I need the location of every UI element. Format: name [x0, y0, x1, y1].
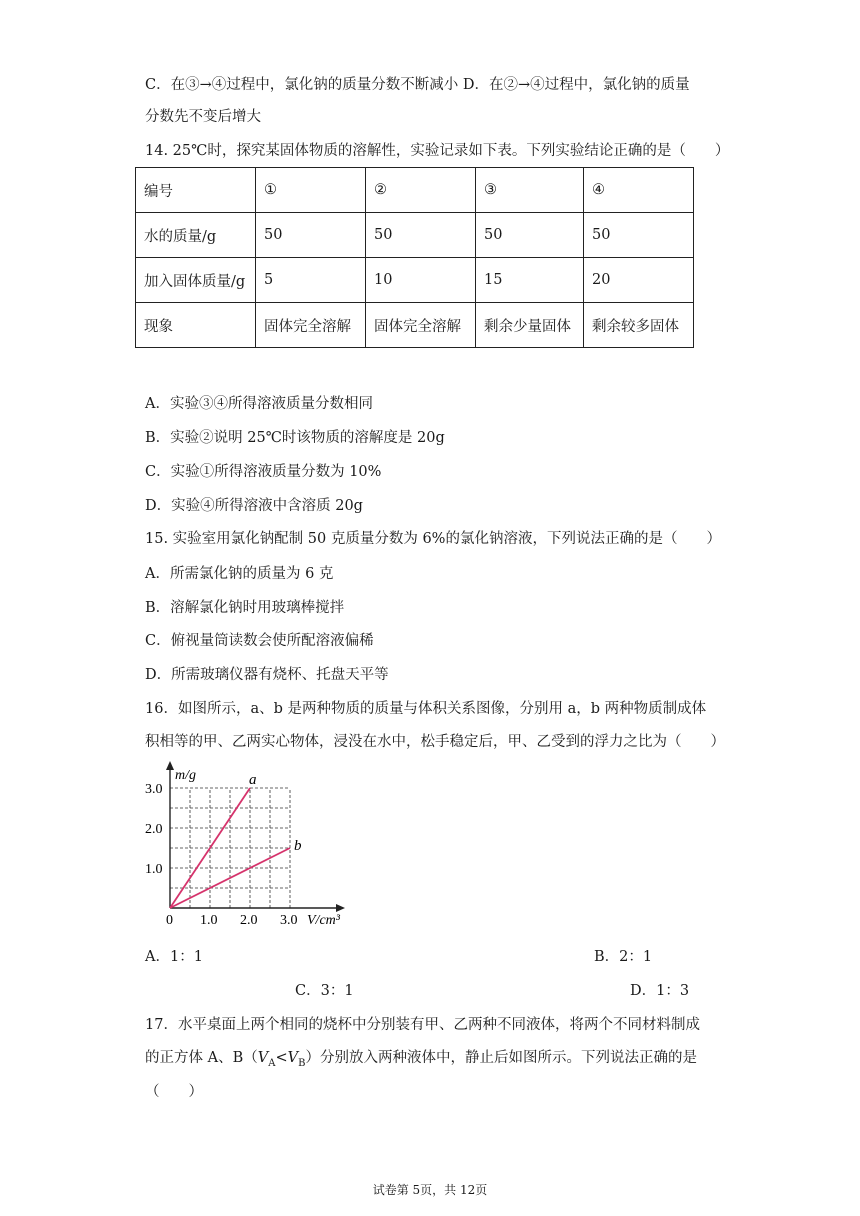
- x-axis-arrow: [336, 904, 345, 912]
- q14-stem: 14. 25℃时，探究某固体物质的溶解性，实验记录如下表。下列实验结论正确的是（ ）: [145, 143, 730, 159]
- q16-option-b: B．2：1: [594, 949, 653, 965]
- table-cell: 编号: [136, 168, 256, 213]
- mass-volume-graph: [140, 758, 355, 930]
- table-cell: 固体完全溶解: [256, 303, 366, 348]
- x-tick-label: 1.0: [200, 913, 218, 928]
- origin-label: 0: [166, 913, 173, 928]
- q15-option-b: B．溶解氯化钠时用玻璃棒搅拌: [145, 600, 345, 616]
- table-cell: 20: [584, 258, 694, 303]
- graph-grid: [170, 788, 290, 908]
- x-tick-label: 2.0: [240, 913, 258, 928]
- x-tick-label: 3.0: [280, 913, 298, 928]
- less-than-symbol: <: [275, 1050, 288, 1066]
- y-tick-label: 2.0: [145, 822, 163, 837]
- table-cell: 加入固体质量/g: [136, 258, 256, 303]
- table-cell: 50: [584, 213, 694, 258]
- table-row: [136, 213, 694, 258]
- series-label-b: b: [294, 838, 302, 854]
- table-cell: 固体完全溶解: [366, 303, 476, 348]
- q16-stem-line2: 积相等的甲、乙两实心物体，浸没在水中，松手稳定后，甲、乙受到的浮力之比为（ ）: [145, 734, 725, 750]
- q16-option-a: A．1：1: [145, 949, 203, 965]
- q14-option-d: D．实验④所得溶液中含溶质 20g: [145, 498, 363, 514]
- y-tick-label: 3.0: [145, 782, 163, 797]
- q15-option-a: A．所需氯化钠的质量为 6 克: [145, 566, 334, 582]
- q16-option-d: D．1：3: [630, 983, 690, 999]
- q14-experiment-table: [135, 167, 694, 348]
- q17-answer-bracket: （ ）: [145, 1084, 203, 1100]
- q14-option-b: B．实验②说明 25℃时该物质的溶解度是 20g: [145, 430, 445, 446]
- y-tick-label: 1.0: [145, 862, 163, 877]
- x-axis-label: V/cm³: [307, 913, 340, 928]
- q13-option-d-continuation: 分数先不变后增大: [145, 109, 261, 125]
- table-cell: 10: [366, 258, 476, 303]
- q16-stem-line1: 16．如图所示，a、b 是两种物质的质量与体积关系图像，分别用 a，b 两种物质制成体: [145, 701, 707, 717]
- y-axis-arrow: [166, 761, 174, 770]
- q13-option-cd-line: C．在③→④过程中，氯化钠的质量分数不断减小 D．在②→④过程中，氯化钠的质量: [145, 77, 690, 93]
- y-axis-label: m/g: [175, 768, 196, 783]
- q17-text: 的正方体 A、B（: [145, 1050, 258, 1066]
- subscript: B: [298, 1057, 306, 1069]
- series-label-a: a: [249, 772, 257, 788]
- q15-stem: 15. 实验室用氯化钠配制 50 克质量分数为 6%的氯化钠溶液，下列说法正确的是（ ）: [145, 531, 721, 547]
- table-row: [136, 303, 694, 348]
- table-row: [136, 168, 694, 213]
- table-cell: 现象: [136, 303, 256, 348]
- q15-option-c: C．俯视量筒读数会使所配溶液偏稀: [145, 633, 374, 649]
- page-footer: 试卷第 5页，共 12页: [372, 1183, 488, 1197]
- q16-option-c: C．3：1: [295, 983, 354, 999]
- q17-stem-line1: 17．水平桌面上两个相同的烧杯中分别装有甲、乙两种不同液体，将两个不同材料制成: [145, 1017, 700, 1033]
- volume-symbol: V: [257, 1050, 269, 1066]
- table-cell: ④: [584, 168, 694, 213]
- table-cell: 剩余少量固体: [476, 303, 584, 348]
- q14-option-a: A．实验③④所得溶液质量分数相同: [145, 396, 373, 412]
- table-cell: 剩余较多固体: [584, 303, 694, 348]
- table-cell: 50: [256, 213, 366, 258]
- table-cell: 5: [256, 258, 366, 303]
- table-cell: ②: [366, 168, 476, 213]
- table-cell: 15: [476, 258, 584, 303]
- q17-text: ）分别放入两种液体中，静止后如图所示。下列说法正确的是: [305, 1050, 697, 1066]
- q15-option-d: D．所需玻璃仪器有烧杯、托盘天平等: [145, 667, 389, 683]
- table-cell: ③: [476, 168, 584, 213]
- table-cell: ①: [256, 168, 366, 213]
- table-cell: 50: [476, 213, 584, 258]
- table-cell: 水的质量/g: [136, 213, 256, 258]
- subscript: A: [268, 1057, 276, 1069]
- table-row: [136, 258, 694, 303]
- table-cell: 50: [366, 213, 476, 258]
- volume-symbol: V: [287, 1050, 299, 1066]
- q17-stem-line2: [145, 1046, 697, 1069]
- q14-option-c: C．实验①所得溶液质量分数为 10%: [145, 464, 382, 480]
